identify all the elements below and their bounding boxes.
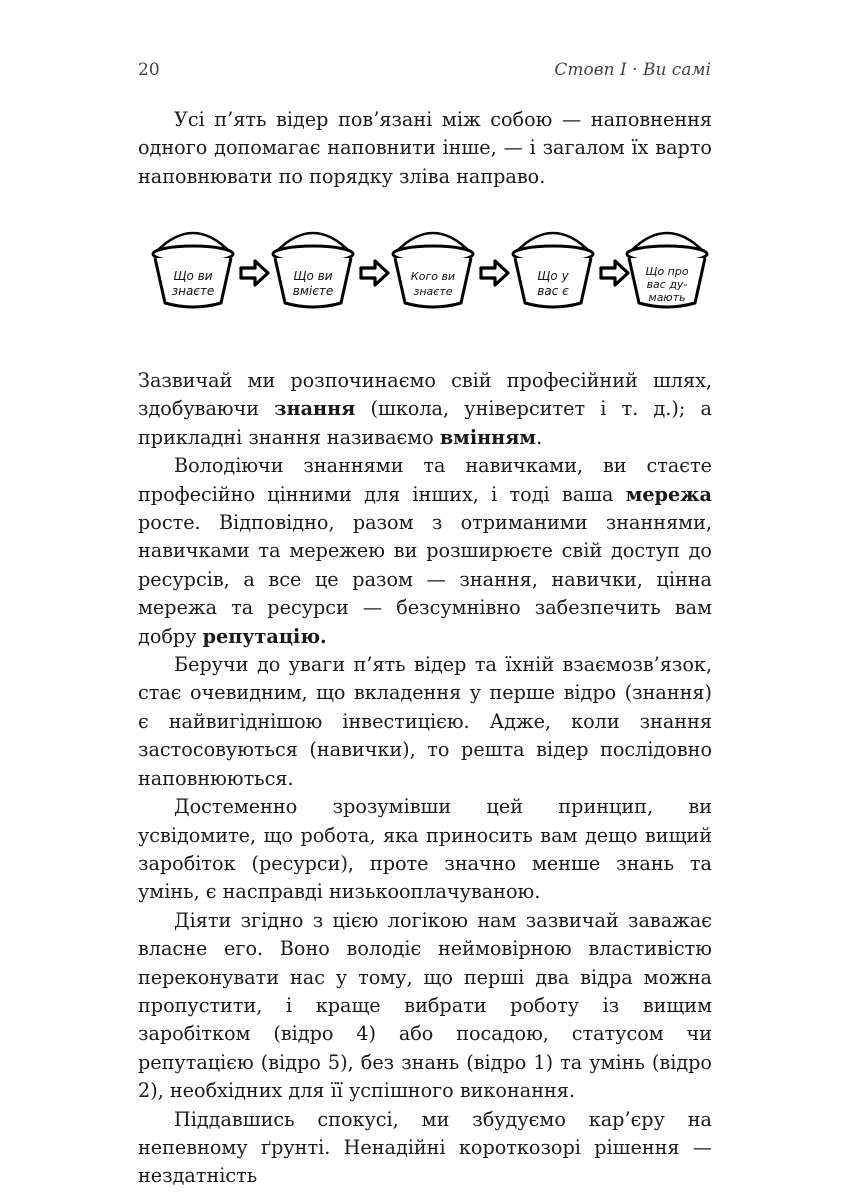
intro-paragraph-block: [138, 106, 712, 191]
paragraph-1: [138, 367, 712, 452]
paragraph-6: Піддавшись спокусі, ми збудуємо кар’єру на непевному ґрунті. Ненадійні короткозорі рішення — нездатність: [138, 1107, 712, 1188]
arrow-icon: [241, 261, 268, 285]
term-reputation: репутацію.: [202, 624, 327, 648]
p1-text-3: .: [536, 425, 543, 449]
bucket-4-label-line-1: Що у: [537, 269, 569, 283]
paragraph-3: Беручи до уваги п’ять відер та їхній взаємозв’язок, стає очевидним, що вкладення у перше відро (знання) є найвигіднішою інвестицією. Адже, коли знання застосовуються (навички), то решта відер послідовно наповнюються.: [138, 653, 712, 790]
term-skill: вмінням: [439, 425, 537, 449]
bucket-3-label-line-2: знаєте: [413, 285, 453, 298]
bucket-5-label-line-2: вас ду-: [646, 278, 688, 291]
p1-text-2: (школа, університет і т. д.); а прикладні знання називаємо: [138, 397, 712, 449]
p1-text-1: Зазвичай ми розпочинаємо свій професійний шлях, здобуваючи: [138, 369, 712, 421]
five-buckets-diagram: [138, 210, 712, 320]
bucket-5: [627, 233, 707, 307]
term-network: мережа: [625, 482, 712, 506]
body-text: [138, 367, 712, 1191]
bucket-3: [393, 233, 473, 307]
bucket-5-label-line-1: Що про: [645, 265, 689, 278]
paragraph-5: Діяти згідно з цією логікою нам зазвичай заважає власне его. Воно володіє неймовірною властивістю переконувати нас у тому, що перші два відра можна пропустити, і краще вибрати роботу із вищим заробітком (відро 4) або посадою, статусом чи репутацією (відро 5), без знань (відро 1) та умінь (відро 2), необхідних для її успішного виконання.: [138, 908, 712, 1103]
bucket-1-label-line-2: знаєте: [171, 284, 215, 298]
page-number: 20: [138, 60, 160, 80]
bucket-3-label-line-1: Кого ви: [410, 270, 456, 283]
bucket-1-label-line-1: Що ви: [173, 269, 213, 283]
bucket-2: [273, 233, 353, 307]
paragraph-4: Достеменно зрозумівши цей принцип, ви усвідомите, що робота, яка приносить вам дещо вищий заробіток (ресурси), проте значно менше знань та умінь, є насправді низькооплачуваною.: [138, 795, 712, 904]
bucket-2-label-line-2: вмієте: [292, 284, 334, 298]
bucket-1: [153, 233, 233, 307]
bucket-4: [513, 233, 593, 307]
bucket-2-label-line-1: Що ви: [293, 269, 333, 283]
paragraph-2: [138, 452, 712, 651]
section-title: Стовп І · Ви самі: [554, 60, 711, 80]
running-head: [138, 60, 711, 88]
intro-paragraph: Усі п’ять відер пов’язані між собою — наповнення одного допомагає наповнити інше, — і загалом їх варто наповнювати по порядку зліва направо.: [138, 108, 712, 188]
arrow-icon: [361, 261, 388, 285]
term-knowledge: знання: [274, 397, 356, 421]
arrow-icon: [601, 261, 628, 285]
p2-text-2: росте. Відповідно, разом з отриманими знаннями, навичками та мережею ви розширюєте свій доступ до ресурсів, а все це разом — знання, навички, цінна мережа та ресурси — безсумнівно забезпечить вам добру: [138, 511, 712, 648]
bucket-5-label-line-3: мають: [648, 291, 686, 304]
bucket-4-label-line-2: вас є: [537, 284, 569, 298]
arrow-icon: [481, 261, 508, 285]
p2-text-1: Володіючи знаннями та навичками, ви стаєте професійно цінними для інших, і тоді ваша: [138, 454, 712, 506]
